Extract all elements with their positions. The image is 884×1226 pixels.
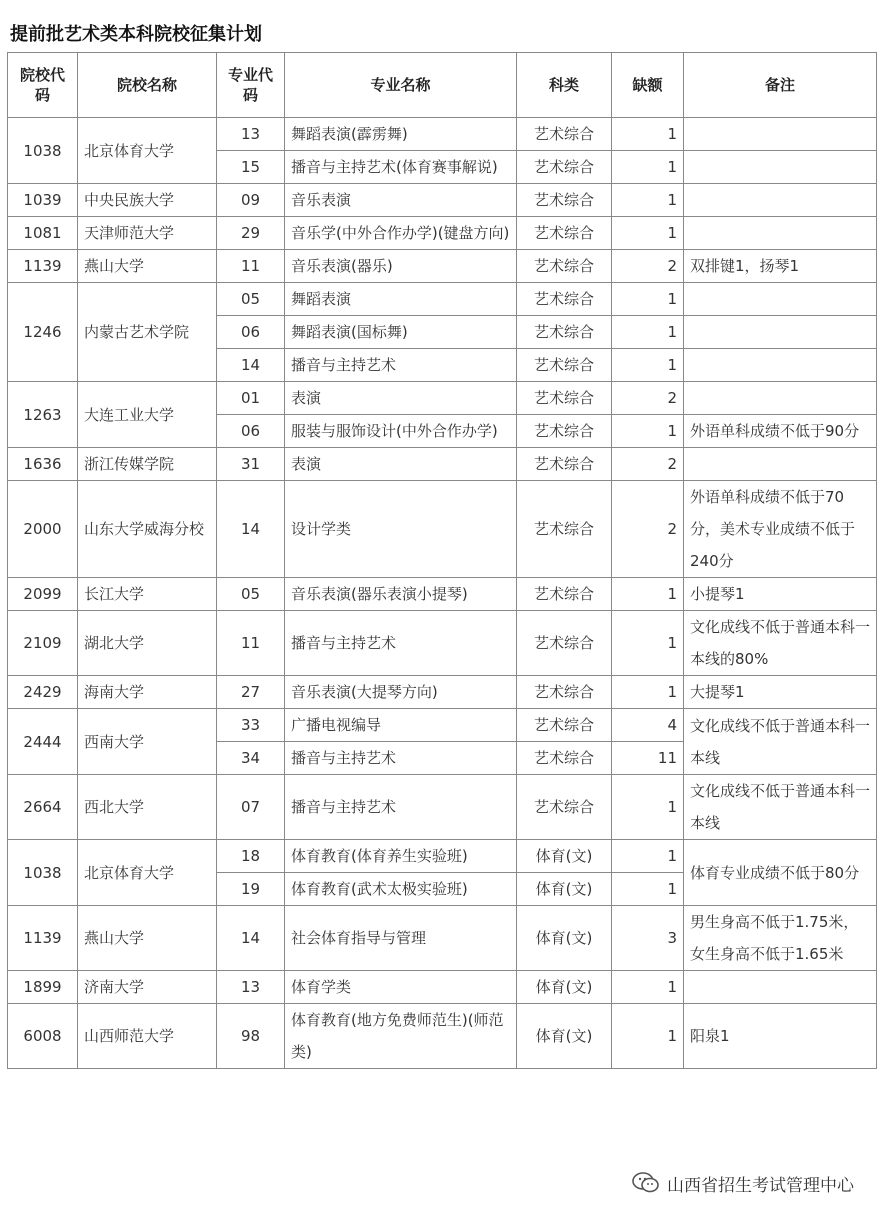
category-cell: 体育(文) [517, 906, 612, 971]
major-code-cell: 14 [217, 481, 285, 578]
major-code-cell: 06 [217, 316, 285, 349]
school-code-cell: 1038 [8, 118, 78, 184]
major-code-cell: 14 [217, 349, 285, 382]
major-code-cell: 06 [217, 415, 285, 448]
school-code-cell: 6008 [8, 1004, 78, 1069]
major-code-cell: 34 [217, 742, 285, 775]
table-row [8, 1004, 877, 1069]
table-row [8, 578, 877, 611]
table-row [8, 906, 877, 971]
page-title: 提前批艺术类本科院校征集计划 [10, 24, 262, 45]
major-code-cell: 29 [217, 217, 285, 250]
major-code-cell: 31 [217, 448, 285, 481]
remark-cell: 男生身高不低于1.75米，女生身高不低于1.65米 [684, 906, 877, 971]
school-name-cell: 北京体育大学 [78, 118, 217, 184]
category-cell: 体育(文) [517, 873, 612, 906]
major-name-cell: 舞蹈表演 [285, 283, 517, 316]
school-code-cell: 1263 [8, 382, 78, 448]
vacancy-cell: 1 [612, 578, 684, 611]
major-name-cell: 播音与主持艺术 [285, 611, 517, 676]
table-row [8, 611, 877, 676]
remark-cell: 外语单科成绩不低于90分 [684, 415, 877, 448]
school-code-cell: 2109 [8, 611, 78, 676]
remark-cell [684, 283, 877, 316]
remark-cell [684, 448, 877, 481]
header-vacancy: 缺额 [612, 53, 684, 118]
major-name-cell: 音乐表演(大提琴方向) [285, 676, 517, 709]
table-row [8, 217, 877, 250]
vacancy-cell: 1 [612, 840, 684, 873]
school-code-cell: 2664 [8, 775, 78, 840]
school-name-cell: 浙江传媒学院 [78, 448, 217, 481]
vacancy-cell: 4 [612, 709, 684, 742]
remark-cell [684, 118, 877, 151]
major-code-cell: 07 [217, 775, 285, 840]
major-name-cell: 社会体育指导与管理 [285, 906, 517, 971]
major-name-cell: 播音与主持艺术 [285, 742, 517, 775]
vacancy-cell: 2 [612, 382, 684, 415]
school-name-cell: 内蒙古艺术学院 [78, 283, 217, 382]
major-code-cell: 19 [217, 873, 285, 906]
school-code-cell: 1038 [8, 840, 78, 906]
school-code-cell: 1139 [8, 906, 78, 971]
wechat-icon [631, 1170, 661, 1196]
remark-cell: 体育专业成绩不低于80分 [684, 840, 877, 906]
table-row [8, 840, 877, 873]
category-cell: 艺术综合 [517, 676, 612, 709]
school-name-cell: 山东大学威海分校 [78, 481, 217, 578]
category-cell: 艺术综合 [517, 250, 612, 283]
category-cell: 体育(文) [517, 971, 612, 1004]
vacancy-cell: 2 [612, 481, 684, 578]
vacancy-cell: 1 [612, 971, 684, 1004]
major-name-cell: 音乐表演(器乐) [285, 250, 517, 283]
school-name-cell: 长江大学 [78, 578, 217, 611]
major-name-cell: 音乐学(中外合作办学)(键盘方向) [285, 217, 517, 250]
school-name-cell: 山西师范大学 [78, 1004, 217, 1069]
school-name-cell: 西北大学 [78, 775, 217, 840]
major-name-cell: 舞蹈表演(霹雳舞) [285, 118, 517, 151]
school-name-cell: 西南大学 [78, 709, 217, 775]
category-cell: 艺术综合 [517, 578, 612, 611]
school-code-cell: 2000 [8, 481, 78, 578]
category-cell: 艺术综合 [517, 151, 612, 184]
table-row [8, 775, 877, 840]
remark-cell [684, 151, 877, 184]
major-name-cell: 音乐表演 [285, 184, 517, 217]
school-code-cell: 1081 [8, 217, 78, 250]
category-cell: 艺术综合 [517, 349, 612, 382]
remark-cell: 外语单科成绩不低于70分，美术专业成绩不低于240分 [684, 481, 877, 578]
header-school-code: 院校代码 [8, 53, 78, 118]
major-name-cell: 体育教育(武术太极实验班) [285, 873, 517, 906]
major-name-cell: 表演 [285, 382, 517, 415]
category-cell: 艺术综合 [517, 283, 612, 316]
major-name-cell: 广播电视编导 [285, 709, 517, 742]
remark-cell [684, 382, 877, 415]
major-name-cell: 音乐表演(器乐表演小提琴) [285, 578, 517, 611]
major-name-cell: 体育学类 [285, 971, 517, 1004]
table-row [8, 382, 877, 415]
remark-cell: 大提琴1 [684, 676, 877, 709]
school-code-cell: 1246 [8, 283, 78, 382]
major-code-cell: 15 [217, 151, 285, 184]
school-name-cell: 燕山大学 [78, 250, 217, 283]
table-row [8, 448, 877, 481]
category-cell: 艺术综合 [517, 448, 612, 481]
major-name-cell: 设计学类 [285, 481, 517, 578]
category-cell: 艺术综合 [517, 217, 612, 250]
vacancy-cell: 1 [612, 611, 684, 676]
table-row [8, 676, 877, 709]
watermark [631, 1170, 854, 1196]
school-code-cell: 2099 [8, 578, 78, 611]
major-name-cell: 体育教育(体育养生实验班) [285, 840, 517, 873]
header-major-name: 专业名称 [285, 53, 517, 118]
major-name-cell: 舞蹈表演(国标舞) [285, 316, 517, 349]
school-code-cell: 1139 [8, 250, 78, 283]
category-cell: 艺术综合 [517, 184, 612, 217]
major-name-cell: 表演 [285, 448, 517, 481]
school-name-cell: 海南大学 [78, 676, 217, 709]
table-row [8, 709, 877, 742]
remark-cell: 文化成线不低于普通本科一本线的80% [684, 611, 877, 676]
table-header-row [8, 53, 877, 118]
vacancy-cell: 1 [612, 349, 684, 382]
major-code-cell: 13 [217, 971, 285, 1004]
school-name-cell: 济南大学 [78, 971, 217, 1004]
vacancy-cell: 11 [612, 742, 684, 775]
category-cell: 艺术综合 [517, 118, 612, 151]
remark-cell: 文化成线不低于普通本科一本线 [684, 709, 877, 775]
major-code-cell: 09 [217, 184, 285, 217]
major-code-cell: 13 [217, 118, 285, 151]
school-name-cell: 湖北大学 [78, 611, 217, 676]
category-cell: 艺术综合 [517, 709, 612, 742]
vacancy-cell: 1 [612, 873, 684, 906]
major-name-cell: 体育教育(地方免费师范生)(师范类) [285, 1004, 517, 1069]
school-name-cell: 燕山大学 [78, 906, 217, 971]
remark-cell: 文化成线不低于普通本科一本线 [684, 775, 877, 840]
vacancy-cell: 2 [612, 250, 684, 283]
category-cell: 艺术综合 [517, 611, 612, 676]
table-row [8, 481, 877, 578]
category-cell: 艺术综合 [517, 775, 612, 840]
category-cell: 艺术综合 [517, 415, 612, 448]
major-code-cell: 14 [217, 906, 285, 971]
header-remark: 备注 [684, 53, 877, 118]
school-name-cell: 天津师范大学 [78, 217, 217, 250]
school-code-cell: 2444 [8, 709, 78, 775]
remark-cell: 双排键1，扬琴1 [684, 250, 877, 283]
major-name-cell: 播音与主持艺术 [285, 349, 517, 382]
remark-cell [684, 316, 877, 349]
school-code-cell: 2429 [8, 676, 78, 709]
header-category: 科类 [517, 53, 612, 118]
major-code-cell: 98 [217, 1004, 285, 1069]
school-code-cell: 1039 [8, 184, 78, 217]
remark-cell: 小提琴1 [684, 578, 877, 611]
school-code-cell: 1636 [8, 448, 78, 481]
remark-cell [684, 217, 877, 250]
vacancy-cell: 1 [612, 775, 684, 840]
remark-cell [684, 184, 877, 217]
major-code-cell: 05 [217, 578, 285, 611]
vacancy-cell: 1 [612, 316, 684, 349]
enrollment-plan-table [7, 52, 877, 1069]
remark-cell [684, 349, 877, 382]
category-cell: 艺术综合 [517, 742, 612, 775]
vacancy-cell: 1 [612, 415, 684, 448]
vacancy-cell: 1 [612, 118, 684, 151]
header-major-code: 专业代码 [217, 53, 285, 118]
major-code-cell: 11 [217, 611, 285, 676]
category-cell: 艺术综合 [517, 382, 612, 415]
vacancy-cell: 1 [612, 1004, 684, 1069]
table-row [8, 250, 877, 283]
major-name-cell: 服装与服饰设计(中外合作办学) [285, 415, 517, 448]
table-row [8, 283, 877, 316]
table-row [8, 971, 877, 1004]
header-school-name: 院校名称 [78, 53, 217, 118]
major-code-cell: 01 [217, 382, 285, 415]
vacancy-cell: 2 [612, 448, 684, 481]
category-cell: 艺术综合 [517, 481, 612, 578]
vacancy-cell: 1 [612, 184, 684, 217]
school-name-cell: 中央民族大学 [78, 184, 217, 217]
table-row [8, 184, 877, 217]
major-code-cell: 33 [217, 709, 285, 742]
watermark-text: 山西省招生考试管理中心 [667, 1175, 854, 1196]
vacancy-cell: 1 [612, 217, 684, 250]
vacancy-cell: 3 [612, 906, 684, 971]
vacancy-cell: 1 [612, 151, 684, 184]
category-cell: 体育(文) [517, 840, 612, 873]
major-code-cell: 05 [217, 283, 285, 316]
remark-cell [684, 971, 877, 1004]
major-name-cell: 播音与主持艺术(体育赛事解说) [285, 151, 517, 184]
table-row [8, 118, 877, 151]
school-name-cell: 北京体育大学 [78, 840, 217, 906]
school-name-cell: 大连工业大学 [78, 382, 217, 448]
vacancy-cell: 1 [612, 676, 684, 709]
category-cell: 艺术综合 [517, 316, 612, 349]
major-code-cell: 18 [217, 840, 285, 873]
school-code-cell: 1899 [8, 971, 78, 1004]
major-code-cell: 11 [217, 250, 285, 283]
remark-cell: 阳泉1 [684, 1004, 877, 1069]
major-name-cell: 播音与主持艺术 [285, 775, 517, 840]
vacancy-cell: 1 [612, 283, 684, 316]
category-cell: 体育(文) [517, 1004, 612, 1069]
major-code-cell: 27 [217, 676, 285, 709]
